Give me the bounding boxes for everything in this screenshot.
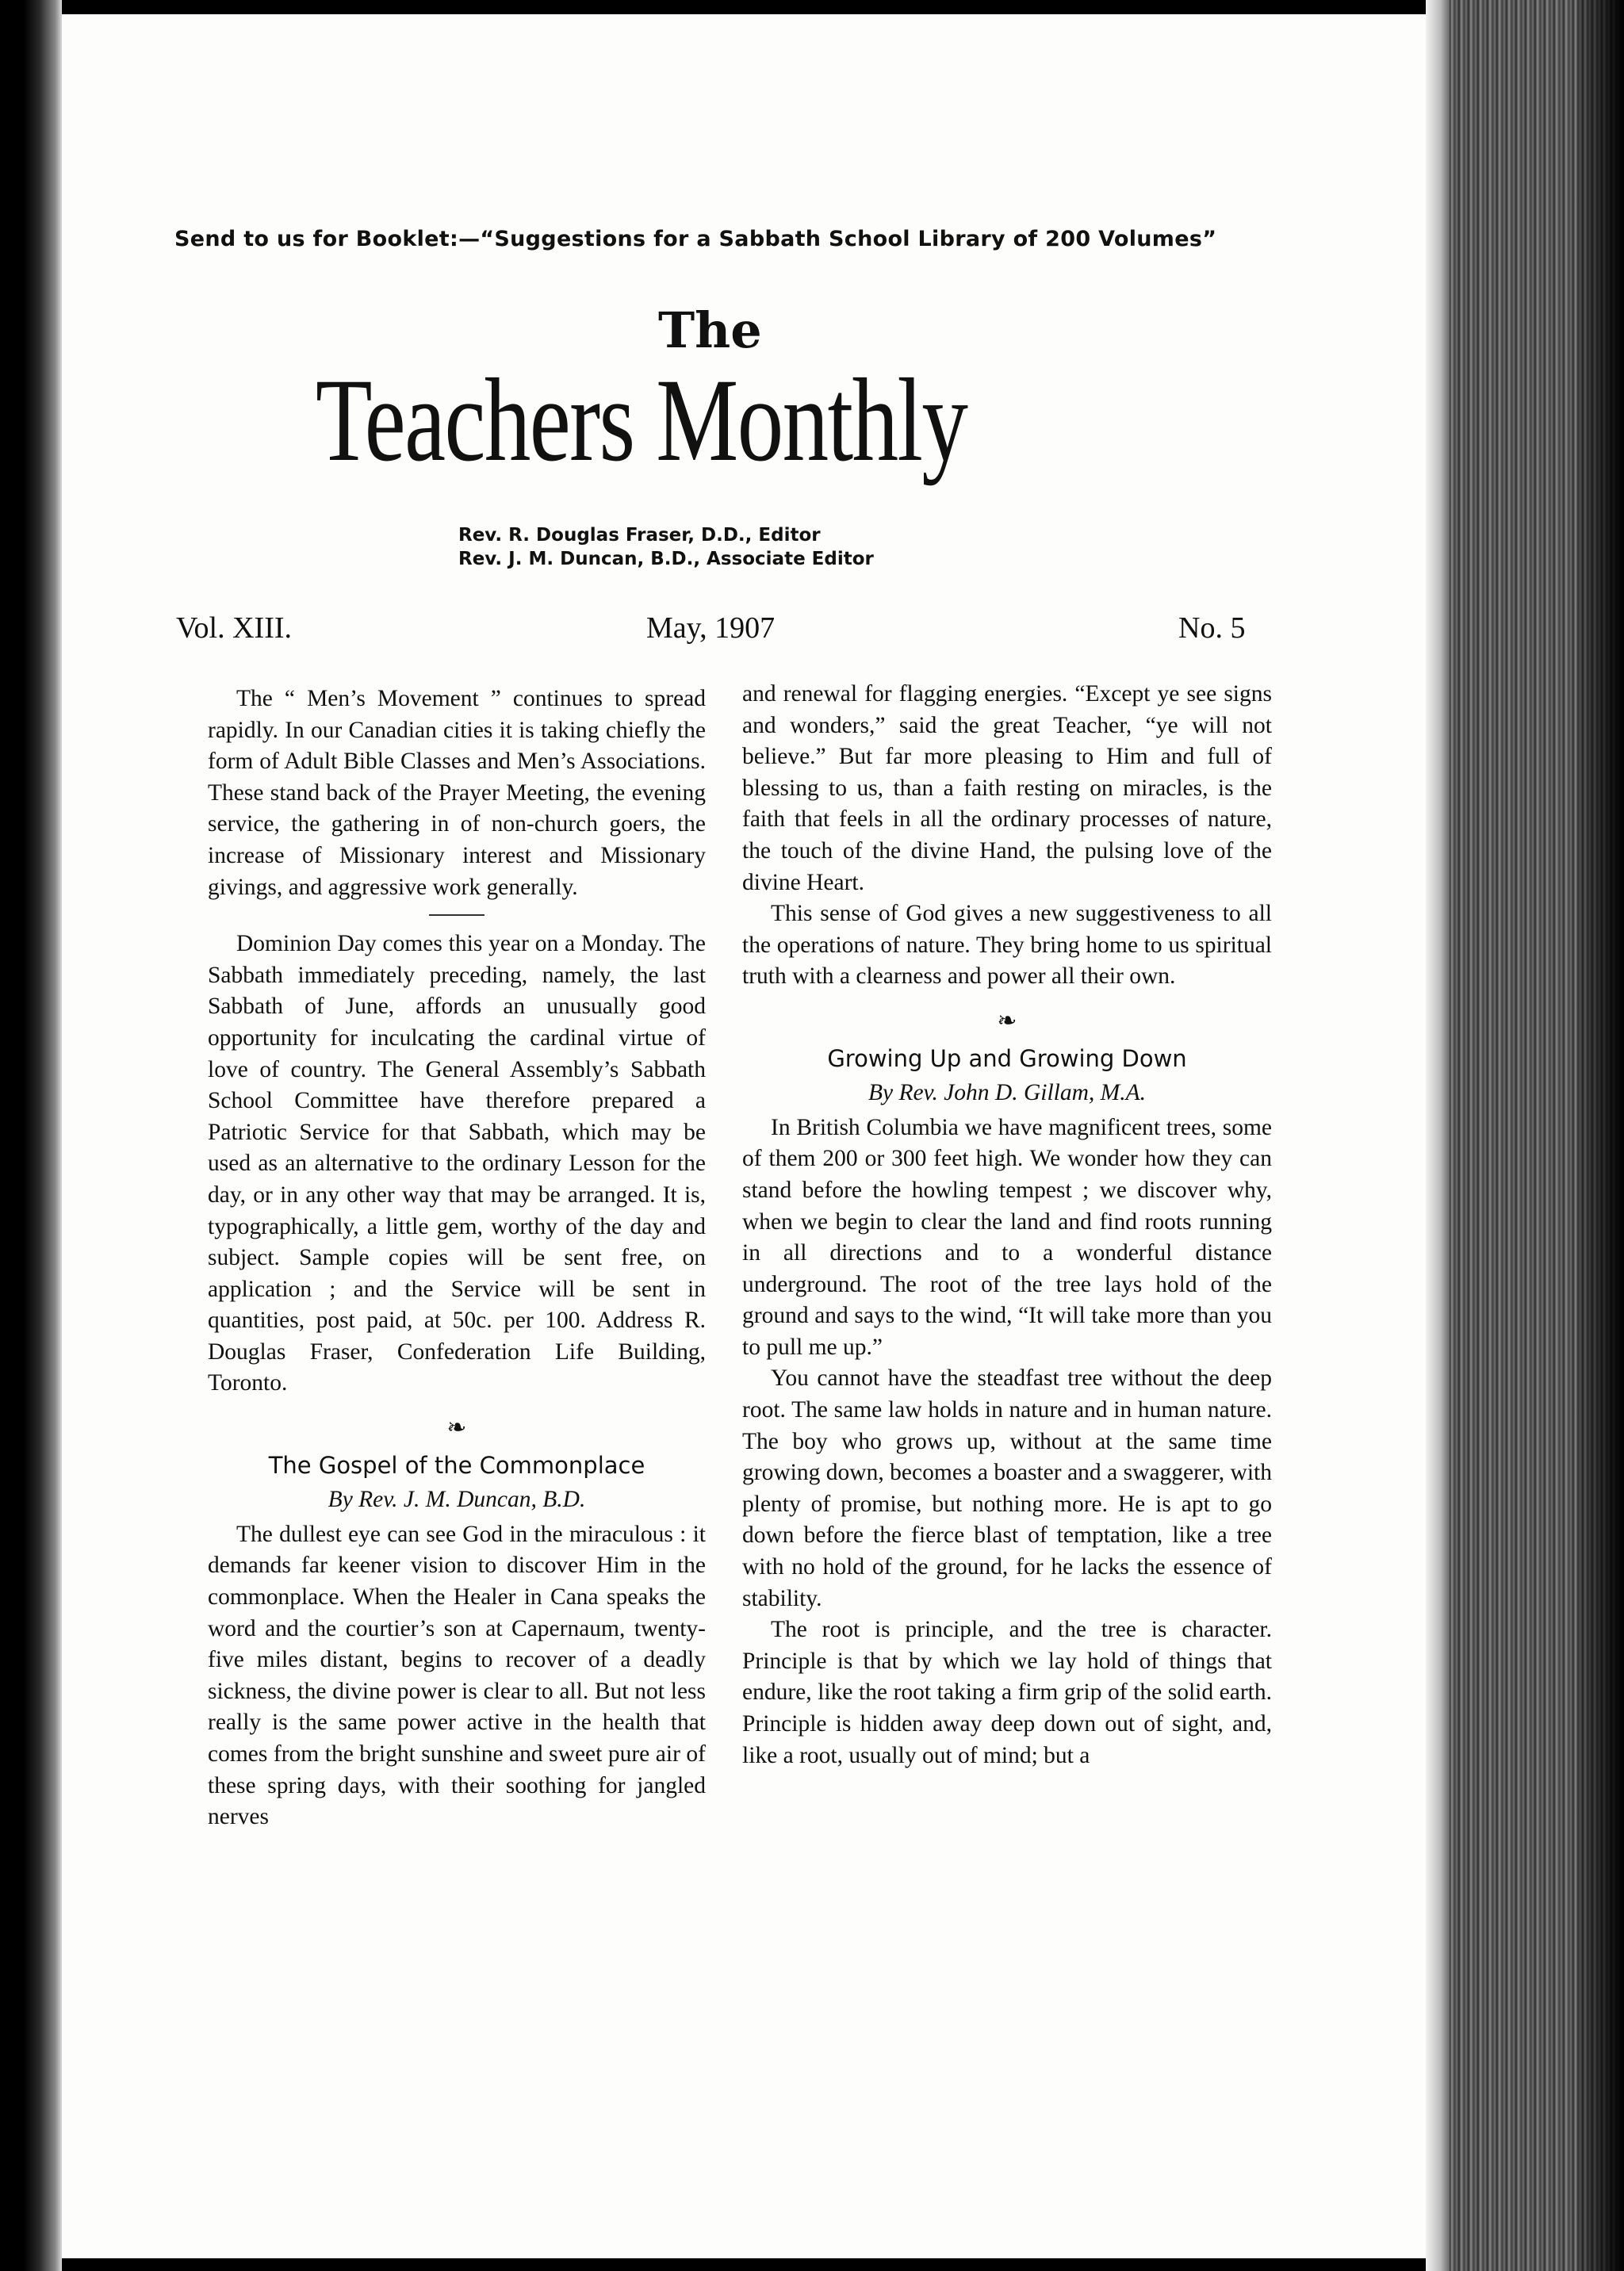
volume-number: Vol. XIII. (176, 611, 293, 645)
gospel-article-text: The dullest eye can see God in the miraculous : it demands far keener vision to discover Him in the commonplace. When the Healer in Cana speaks the word and the courtier’s son at Capernaum, twenty-five miles distant, begins to recover of a deadly sickness, the divine power is clear to all. But not less really is the same power active in the health that comes from the bright sunshine and sweet pure air of these spring days, with their soothing for jangled nerves (208, 1521, 706, 1830)
issue-date: May, 1907 (646, 611, 776, 645)
editor-line: Rev. R. Douglas Fraser, D.D., Editor (458, 525, 821, 546)
masthead-the: The (658, 301, 762, 359)
fleuron-ornament: ❧ (446, 1415, 467, 1442)
growing-paragraph-1: In British Columbia we have magnificent trees, some of them 200 or 300 feet high. We wonder how they can stand before the howling tempest ; we discover why, when we begin to clear the land and find roots running in all directions and to a wonderful distance underground. The root of the tree lays hold of the ground and says to the wind, “It will take more than you to pull me up.” (742, 1114, 1272, 1360)
editors-block (458, 523, 874, 571)
article-byline-duncan: By Rev. J. M. Duncan, B.D. (327, 1487, 586, 1513)
book-spine-shadow (0, 0, 62, 2271)
masthead-title: Teachers Monthly (316, 354, 967, 486)
sense-of-god-paragraph: This sense of God gives a new suggestiveness to all the operations of nature. They bring home to us spiritual truth with a clearness and power all their own. (742, 901, 1272, 990)
associate-editor-line: Rev. J. M. Duncan, B.D., Associate Editor (458, 549, 874, 569)
growing-paragraph-3: The root is principle, and the tree is character. Principle is that by which we lay hold of things that endure, like the root taking a firm grip of the solid earth. Principle is hidden away deep down out of sight, and, like a root, usually out of mind; but a (742, 1617, 1272, 1768)
article-title-growing: Growing Up and Growing Down (827, 1044, 1187, 1072)
article-byline-gillam: By Rev. John D. Gillam, M.A. (868, 1080, 1147, 1106)
section-divider (429, 914, 485, 916)
booklet-notice: Send to us for Booklet:—“Suggestions for a Sabbath School Library of 200 Volumes” (174, 227, 1217, 251)
growing-paragraph-2: You cannot have the steadfast tree without the deep root. The same law holds in nature and in human nature. The boy who grows up, without at the same time growing down, becomes a boaster and a swaggerer, with plenty of promise, but nothing more. He is apt to go down before the fierce blast of temptation, like a tree with no hold of the ground, for he lacks the essence of stability. (742, 1365, 1272, 1611)
right-column (742, 679, 1272, 1771)
left-column (208, 684, 706, 1833)
issue-number: No. 5 (1178, 611, 1246, 645)
dominion-day-paragraph: Dominion Day comes this year on a Monday. The Sabbath immediately preceding, namely, the last Sabbath of June, affords an unusually good opportunity for inculcating the cardinal virtue of love of country. The General Assembly’s Sabbath School Committee have therefore prepared a Patriotic Service for that Sabbath, which may be used as an alternative to the ordinary Lesson for the day, or in any other way that may be arranged. It is, typographically, a little gem, worthy of the day and subject. Sample copies will be sent free, on application ; and the Service will be sent in quantities, post paid, at 50c. per 100. Address R. Douglas Fraser, Confederation Life Building, Toronto. (208, 931, 706, 1396)
gospel-continued-paragraph: and renewal for flagging energies. “Except ye see signs and wonders,” said the great Teacher, “ye will not believe.” But far more pleasing to Him and full of blessing to us, than a faith resting on miracles, is the faith that feels in all the ordinary processes of nature, the touch of the divine Hand, the pulsing love of the divine Heart. (742, 681, 1272, 895)
book-page-edges (1426, 0, 1624, 2271)
article-title-gospel: The Gospel of the Commonplace (268, 1451, 645, 1479)
mens-movement-paragraph: The “ Men’s Movement ” continues to spread rapidly. In our Canadian cities it is taking chiefly the form of Adult Bible Classes and Men’s Associations. These stand back of the Prayer Meeting, the evening service, the gathering in of non-church goers, the increase of Missionary interest and Missionary givings, and aggressive work generally. (208, 686, 706, 900)
fleuron-ornament: ❧ (997, 1007, 1017, 1034)
